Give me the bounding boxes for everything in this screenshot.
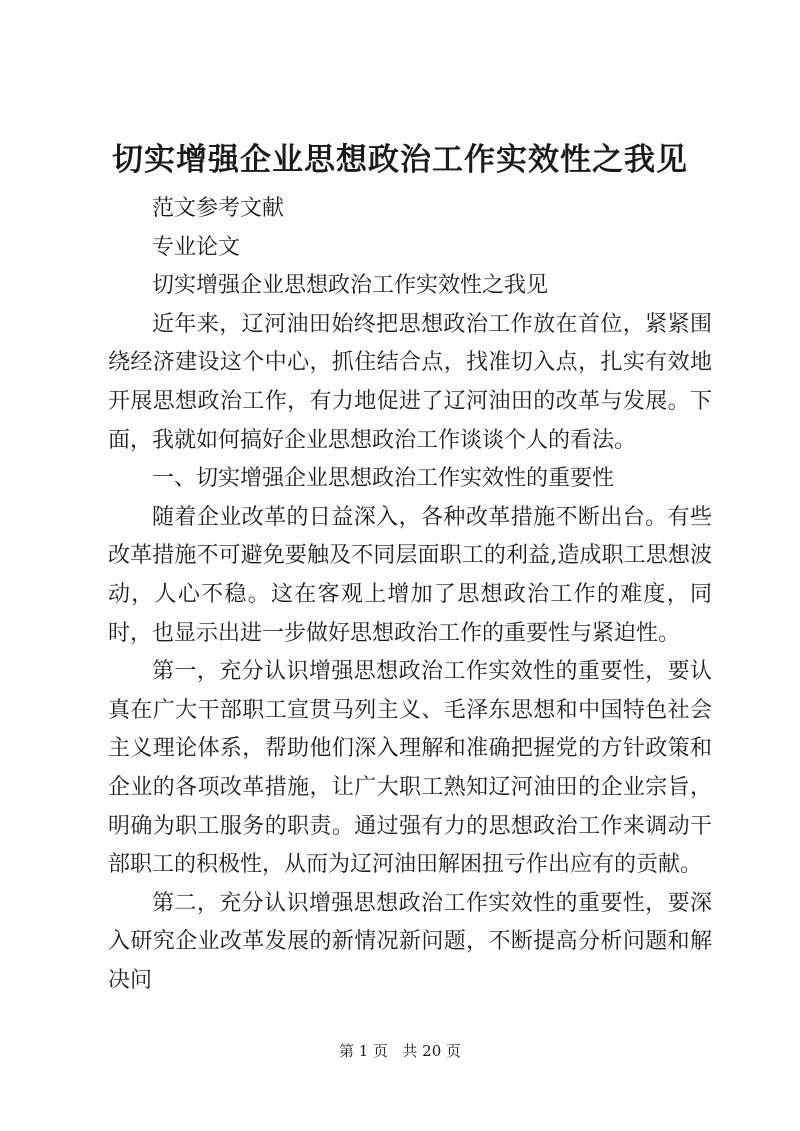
paragraph-point-2: 第二，充分认识增强思想政治工作实效性的重要性，要深入研究企业改革发展的新情况新问题，不断提高分析问题和解决问 [108, 890, 712, 993]
document-body [108, 190, 712, 1000]
paragraph-label-reference: 范文参考文献 [152, 196, 285, 221]
section-heading-1: 一、切实增强企业思想政治工作实效性的重要性 [152, 466, 615, 492]
paragraph-label-category: 专业论文 [152, 234, 241, 260]
paragraph-intro: 近年来，辽河油田始终把思想政治工作放在首位，紧紧围绕经济建设这个中心，抓住结合点，找准切入点，扎实有效地开展思想政治工作，有力地促进了辽河油田的改革与发展。下面，我就如何搞好企业思想政治工作谈谈个人的看法。 [108, 311, 712, 453]
paragraph-subtitle: 切实增强企业思想政治工作实效性之我见 [152, 273, 549, 299]
page-number: 第 1 页 [338, 1042, 389, 1060]
page-total: 共 20 页 [402, 1042, 462, 1060]
footer-separator [393, 1042, 398, 1060]
document-title: 切实增强企业思想政治工作实效性之我见 [112, 142, 688, 178]
paragraph-section-1: 随着企业改革的日益深入，各种改革措施不断出台。有些改革措施不可避免要触及不同层面职工的利益,造成职工思想波动，人心不稳。这在客观上增加了思想政治工作的难度，同时，也显示出进一步做好思想政治工作的重要性与紧迫性。 [108, 504, 712, 646]
paragraph-point-1: 第一，充分认识增强思想政治工作实效性的重要性，要认真在广大干部职工宣贯马列主义、毛泽东思想和中国特色社会主义理论体系，帮助他们深入理解和准确把握党的方针政策和企业的各项改革措施，让广大职工熟知辽河油田的企业宗旨，明确为职工服务的职责。通过强有力的思想政治工作来调动干部职工的积极性，从而为辽河油田解困扭亏作出应有的贡献。 [108, 659, 712, 878]
page-footer [0, 1041, 800, 1061]
